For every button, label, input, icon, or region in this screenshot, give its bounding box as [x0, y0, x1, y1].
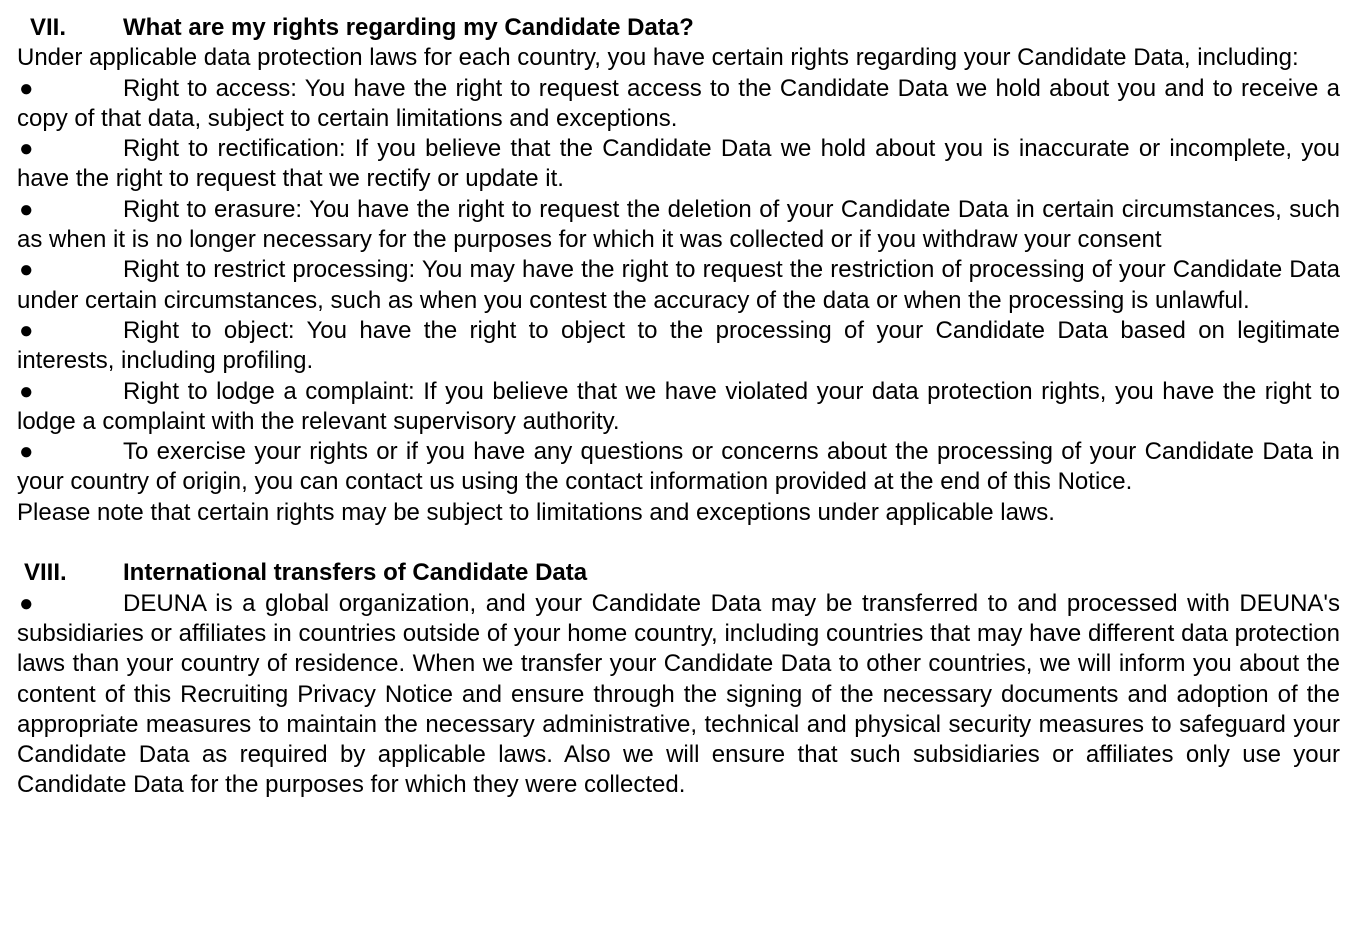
- bullet-text: Right to lodge a complaint: If you believe that we have violated your data protection rights, you have the right to lodge a complaint with the relevant supervisory authority.: [17, 377, 1340, 435]
- bullet-right-to-restrict-processing: [17, 255, 1340, 316]
- bullet-dot: ●: [19, 74, 34, 102]
- bullet-dot: ●: [19, 256, 34, 284]
- bullet-right-to-erasure: [17, 195, 1340, 256]
- bullet-text: DEUNA is a global organization, and your Candidate Data may be transferred to and processed with DEUNA's subsidiaries or affiliates in countries outside of your home country, including countries that may have different data protection laws than your country of residence. When we transfer your Candidate Data to other countries, we will inform you about the content of this Recruiting Privacy Notice and ensure through the signing of the necessary documents and adoption of the appropriate measures to maintain the necessary administrative, technical and physical security measures to safeguard your Candidate Data as required by applicable laws. Also we will ensure that such subsidiaries or affiliates only use your Candidate Data for the purposes for which they were collected.: [17, 589, 1340, 799]
- bullet-text: Right to erasure: You have the right to request the deletion of your Candidate Data in certain circumstances, such as when it is no longer necessary for the purposes for which it was collected or if you withdraw your consent: [17, 195, 1340, 254]
- section-spacer: [17, 528, 1340, 558]
- bullet-right-to-rectification: [17, 134, 1340, 195]
- section-7-title: What are my rights regarding my Candidate Data?: [123, 14, 694, 41]
- bullet-right-to-lodge-complaint: [17, 377, 1340, 438]
- bullet-text: Right to rectification: If you believe that the Candidate Data we hold about you is inaccurate or incomplete, you have the right to request that we rectify or update it.: [17, 135, 1340, 193]
- section-8-heading: [17, 558, 1340, 588]
- bullet-text: Right to access: You have the right to request access to the Candidate Data we hold about you and to receive a copy of that data, subject to certain limitations and exceptions.: [17, 74, 1340, 132]
- bullet-dot: ●: [19, 438, 34, 466]
- section-7-intro: Under applicable data protection laws for each country, you have certain rights regarding your Candidate Data, including:: [17, 44, 1299, 72]
- bullet-text: To exercise your rights or if you have any questions or concerns about the processing of your Candidate Data in your country of origin, you can contact us using the contact information provided at the end of this Notice.: [17, 438, 1340, 496]
- bullet-dot: ●: [19, 589, 34, 617]
- bullet-international-transfers: [17, 589, 1340, 801]
- bullet-text: Right to restrict processing: You may have the right to request the restriction of processing of your Candidate Data under certain circumstances, such as when you contest the accuracy of the data or when the processing is unlawful.: [17, 256, 1340, 314]
- bullet-dot: ●: [19, 316, 34, 344]
- bullet-dot: ●: [19, 195, 34, 223]
- section-8-title: International transfers of Candidate Data: [123, 559, 588, 587]
- section-7-closing: Please note that certain rights may be subject to limitations and exceptions under applicable laws.: [17, 498, 1055, 526]
- bullet-dot: ●: [19, 377, 34, 405]
- bullet-right-to-object: [17, 316, 1340, 377]
- bullet-text: Right to object: You have the right to object to the processing of your Candidate Data based on legitimate interests, including profiling.: [17, 316, 1340, 375]
- section-8-number: VIII.: [24, 559, 67, 587]
- bullet-right-to-access: [17, 74, 1340, 135]
- bullet-exercise-rights: [17, 437, 1340, 498]
- section-7-heading: [17, 13, 1340, 43]
- bullet-dot: ●: [19, 135, 34, 163]
- section-7-number: VII.: [30, 14, 67, 41]
